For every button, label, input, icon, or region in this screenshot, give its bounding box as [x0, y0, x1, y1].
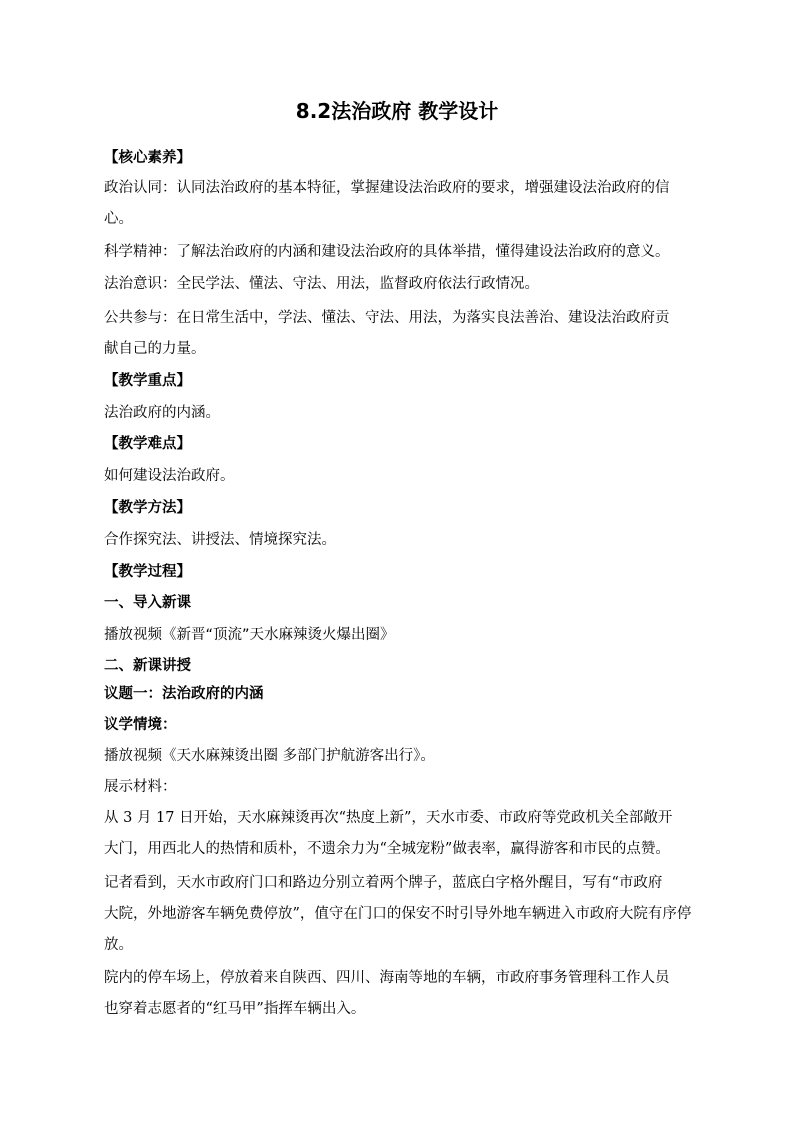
method-text: 合作探究法、讲授法、情境探究法。 [104, 532, 336, 548]
key-point-text: 法治政府的内涵。 [104, 405, 220, 421]
situation-heading: 议学情境： [104, 717, 177, 733]
key-point-heading: 【教学重点】 [104, 373, 191, 389]
core-competency-heading: 【核心素养】 [104, 150, 191, 166]
process-heading: 【教学过程】 [104, 564, 191, 580]
political-identity-line2: 心。 [104, 211, 133, 227]
public-participation-line1: 公共参与：在日常生活中，学法、懂法、守法、用法，为落实良法善治、建设法治政府贡 [104, 310, 670, 326]
material-paragraph2-line1: 记者看到，天水市政府门口和路边分别立着两个牌子，蓝底白字格外醒目，写有“市政府 [104, 875, 663, 891]
scientific-spirit-paragraph: 科学精神：了解法治政府的内涵和建设法治政府的具体举措，懂得建设法治政府的意义。 [104, 244, 670, 260]
topic-one-heading: 议题一：法治政府的内涵 [104, 686, 264, 702]
material-paragraph2-line2: 大院，外地游客车辆免费停放”，值守在门口的保安不时引导外地车辆进入市政府大院有序停 [104, 906, 692, 922]
document-title: 8.2法治政府 教学设计 [295, 99, 499, 123]
public-participation-line2: 献自己的力量。 [104, 341, 206, 357]
material-paragraph3-line1: 院内的停车场上，停放着来自陕西、四川、海南等地的车辆，市政府事务管理科工作人员 [104, 970, 670, 986]
section-intro-text: 播放视频《新晋“顶流”天水麻辣烫火爆出圈》 [104, 627, 395, 643]
material-paragraph2-line3: 放。 [104, 937, 133, 953]
material-label: 展示材料： [104, 779, 177, 795]
material-paragraph1-line1: 从 3 月 17 日开始，天水麻辣烫再次“热度上新”，天水市委、市政府等党政机关全部敞开 [104, 810, 673, 826]
material-paragraph3-line2: 也穿着志愿者的“红马甲”指挥车辆出入。 [104, 1001, 366, 1017]
method-heading: 【教学方法】 [104, 500, 191, 516]
section-new-lesson-heading: 二、新课讲授 [104, 658, 191, 674]
rule-of-law-paragraph: 法治意识：全民学法、懂法、守法、用法，监督政府依法行政情况。 [104, 276, 539, 292]
section-intro-heading: 一、导入新课 [104, 595, 191, 611]
political-identity-line1: 政治认同：认同法治政府的基本特征，掌握建设法治政府的要求，增强建设法治政府的信 [104, 180, 670, 196]
video-line: 播放视频《天水麻辣烫出圈 多部门护航游客出行》。 [104, 748, 435, 764]
difficulty-text: 如何建设法治政府。 [104, 468, 235, 484]
difficulty-heading: 【教学难点】 [104, 436, 191, 452]
material-paragraph1-line2: 大门，用西北人的热情和质朴，不遗余力为“全城宠粉”做表率，赢得游客和市民的点赞。 [104, 841, 670, 857]
